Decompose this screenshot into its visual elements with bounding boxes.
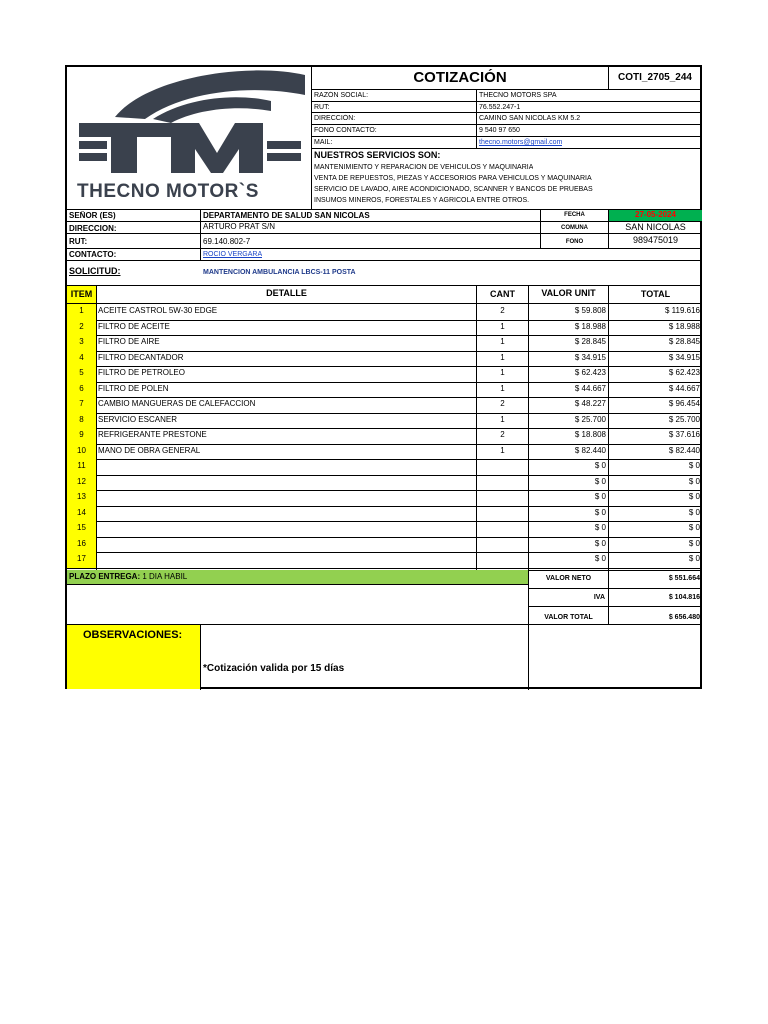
client-fecha-label: FECHA — [564, 212, 585, 218]
row-valor-unit: $ 18.808 — [574, 430, 606, 439]
logo-t-stem — [111, 123, 137, 173]
row-item-number: 6 — [67, 382, 96, 398]
row-divider — [67, 413, 702, 414]
row-item-number: 17 — [67, 552, 96, 568]
row-total: $ 0 — [688, 538, 700, 548]
row-divider — [67, 490, 702, 491]
row-item-number: 7 — [67, 397, 96, 413]
table-header-item: ITEM — [67, 286, 96, 303]
client-direccion-label: DIRECCION: — [69, 224, 117, 233]
row-total: $ 0 — [688, 476, 700, 486]
client-rut-value: 69.140.802-7 — [203, 237, 251, 246]
services-line: INSUMOS MINEROS, FORESTALES Y AGRICOLA ENTRE OTROS. — [314, 197, 530, 204]
row-item-number: 10 — [67, 444, 96, 460]
row-cant: 2 — [500, 306, 505, 315]
row-detalle: CAMBIO MANGUERAS DE CALEFACCION — [98, 399, 256, 408]
observaciones-text: *Cotización valida por 15 días — [203, 663, 345, 674]
row-valor-unit: $ 44.667 — [574, 383, 606, 393]
row-divider — [67, 568, 702, 569]
table-header-detalle: DETALLE — [266, 288, 307, 298]
row-detalle: FILTRO DE AIRE — [98, 337, 160, 346]
row-total: $ 25.700 — [668, 414, 700, 424]
row-total: $ 34.915 — [668, 352, 700, 362]
row-item-number: 14 — [67, 506, 96, 522]
services-line: MANTENIMIENTO Y REPARACION DE VEHICULOS Y MAQUINARIA — [314, 164, 534, 171]
row-divider — [67, 382, 702, 383]
row-detalle: SERVICIO ESCANER — [98, 414, 177, 424]
observaciones-label: OBSERVACIONES: — [67, 625, 200, 689]
row-total: $ 0 — [688, 461, 700, 470]
row-total: $ 44.667 — [668, 383, 700, 393]
row-valor-unit: $ 0 — [594, 492, 606, 501]
row-valor-unit: $ 18.988 — [574, 321, 606, 331]
row-item-number: 1 — [67, 304, 96, 320]
plazo-entrega — [67, 570, 528, 584]
iva-label: IVA — [593, 594, 605, 601]
row-valor-unit: $ 0 — [594, 554, 606, 563]
row-divider — [67, 428, 702, 429]
row-divider — [67, 351, 702, 352]
services-line: SERVICIO DE LAVADO, AIRE ACONDICIONADO, SCANNER Y BANCOS DE PRUEBAS — [314, 186, 593, 193]
plazo-value: 1 DIA HABIL — [142, 572, 188, 581]
row-item-number: 13 — [67, 490, 96, 506]
row-total: $ 0 — [688, 554, 700, 563]
row-detalle: REFRIGERANTE PRESTONE — [98, 430, 207, 439]
row-item-number: 4 — [67, 351, 96, 367]
row-item-number: 5 — [67, 366, 96, 382]
row-total: $ 0 — [688, 492, 700, 501]
document-title: COTIZACIÓN — [413, 69, 507, 86]
logo-stripe-3 — [267, 141, 301, 149]
logo-swoosh-outer — [115, 70, 305, 119]
row-cant: 1 — [500, 352, 505, 362]
row-divider — [67, 366, 702, 367]
company-fono-value: 9 540 97 650 — [479, 127, 520, 134]
company-direccion-value: CAMINO SAN NICOLAS KM 5.2 — [479, 115, 581, 122]
row-divider — [67, 521, 702, 522]
company-fono-label: FONO CONTACTO: — [314, 127, 377, 134]
row-valor-unit: $ 0 — [594, 523, 606, 532]
row-cant: 1 — [500, 445, 505, 455]
logo-text: THECNO MOTOR`S — [77, 181, 259, 202]
row-divider — [67, 506, 702, 507]
row-total: $ 18.988 — [668, 321, 700, 331]
client-contacto-label: CONTACTO: — [69, 250, 117, 259]
logo-stripe-4 — [267, 153, 301, 161]
row-total: $ 62.423 — [668, 368, 700, 377]
row-valor-unit: $ 28.845 — [574, 337, 606, 346]
row-item-number: 8 — [67, 413, 96, 429]
company-mail-link[interactable]: thecno.motors@gmail.com — [479, 139, 563, 146]
row-divider — [67, 475, 702, 476]
row-divider — [67, 444, 702, 445]
quote-number: COTI_2705_244 — [618, 72, 692, 83]
client-solicitud-label: SOLICITUD: — [69, 266, 121, 276]
row-cant: 1 — [500, 414, 505, 424]
row-total: $ 0 — [688, 507, 700, 517]
row-item-number: 12 — [67, 475, 96, 491]
row-valor-unit: $ 82.440 — [574, 445, 606, 455]
client-senor-value: DEPARTAMENTO DE SALUD SAN NICOLAS — [203, 211, 370, 220]
row-total: $ 28.845 — [668, 337, 700, 346]
logo-stripe-1 — [79, 141, 107, 149]
row-valor-unit: $ 48.227 — [574, 399, 606, 408]
row-divider — [67, 552, 702, 553]
services-title: NUESTROS SERVICIOS SON: — [314, 150, 441, 160]
row-divider — [67, 320, 702, 321]
client-comuna-value: SAN NICOLAS — [625, 222, 686, 232]
total-label: VALOR TOTAL — [544, 614, 593, 621]
row-total: $ 96.454 — [668, 399, 700, 408]
company-mail-label: MAIL: — [314, 139, 333, 146]
client-rut-label: RUT: — [69, 237, 88, 246]
row-valor-unit: $ 0 — [594, 461, 606, 470]
row-detalle: ACEITE CASTROL 5W-30 EDGE — [98, 306, 218, 315]
logo-stripe-2 — [79, 153, 107, 161]
table-header-total: TOTAL — [640, 289, 671, 299]
row-item-number: 2 — [67, 320, 96, 336]
company-logo — [67, 67, 311, 209]
client-senor-label: SEÑOR (ES) — [69, 211, 116, 220]
row-valor-unit: $ 0 — [594, 538, 606, 548]
services-line: VENTA DE REPUESTOS, PIEZAS Y ACCESORIOS PARA VEHICULOS Y MAQUINARIA — [314, 175, 592, 182]
row-detalle: FILTRO DE POLEN — [98, 383, 169, 393]
row-divider — [67, 397, 702, 398]
row-total: $ 119.616 — [665, 306, 700, 315]
row-item-number: 3 — [67, 335, 96, 351]
plazo-label: PLAZO ENTREGA: — [69, 572, 141, 581]
row-detalle: FILTRO DECANTADOR — [98, 352, 184, 362]
logo-m — [171, 123, 263, 173]
client-solicitud-value: MANTENCION AMBULANCIA LBCS-11 POSTA — [203, 269, 356, 276]
row-item-number: 11 — [67, 459, 96, 475]
row-divider — [67, 335, 702, 336]
row-valor-unit: $ 0 — [594, 476, 606, 486]
row-divider — [67, 459, 702, 460]
company-direccion-label: DIRECCIÓN: — [314, 115, 356, 122]
row-detalle: MANO DE OBRA GENERAL — [98, 445, 201, 455]
row-cant: 2 — [500, 430, 505, 439]
company-rut-label: RUT: — [314, 104, 330, 111]
client-fono-label: FONO — [565, 239, 584, 245]
client-direccion-value: ARTURO PRAT S/N — [203, 222, 276, 231]
company-rut-value: 76.552.247-1 — [479, 104, 521, 111]
neto-value: $ 551.664 — [668, 575, 700, 582]
client-fono-value: 989475019 — [632, 235, 679, 245]
row-item-number: 16 — [67, 537, 96, 553]
row-total: $ 0 — [688, 523, 700, 532]
row-total: $ 37.616 — [668, 430, 700, 439]
row-item-number: 9 — [67, 428, 96, 444]
client-contacto-link[interactable]: ROCIO VERGARA — [203, 251, 263, 258]
client-comuna-label: COMUNA — [561, 225, 588, 231]
company-razon-label: RAZÓN SOCIAL: — [314, 92, 369, 99]
row-detalle: FILTRO DE ACEITE — [98, 321, 170, 331]
client-fecha-value: 27-05-2024 — [609, 210, 702, 221]
row-total: $ 82.440 — [668, 445, 700, 455]
iva-value: $ 104.816 — [668, 594, 700, 601]
total-value: $ 656.480 — [668, 614, 700, 621]
table-header-unit: VALOR UNIT — [541, 288, 596, 298]
row-valor-unit: $ 59.808 — [574, 306, 606, 315]
row-cant: 1 — [500, 383, 505, 393]
row-valor-unit: $ 62.423 — [574, 368, 606, 377]
quotation-sheet — [65, 65, 702, 689]
row-cant: 1 — [500, 337, 505, 346]
company-razon-value: THECNO MOTORS SPA — [479, 92, 557, 99]
row-valor-unit: $ 0 — [594, 507, 606, 517]
table-header-cant: CANT — [490, 289, 515, 299]
row-detalle: FILTRO DE PETROLEO — [98, 368, 185, 377]
row-divider — [67, 537, 702, 538]
row-item-number: 15 — [67, 521, 96, 537]
row-valor-unit: $ 34.915 — [574, 352, 606, 362]
row-valor-unit: $ 25.700 — [574, 414, 606, 424]
row-cant: 1 — [500, 368, 505, 377]
row-cant: 2 — [500, 399, 505, 408]
neto-label: VALOR NETO — [545, 575, 592, 582]
row-cant: 1 — [500, 321, 505, 331]
